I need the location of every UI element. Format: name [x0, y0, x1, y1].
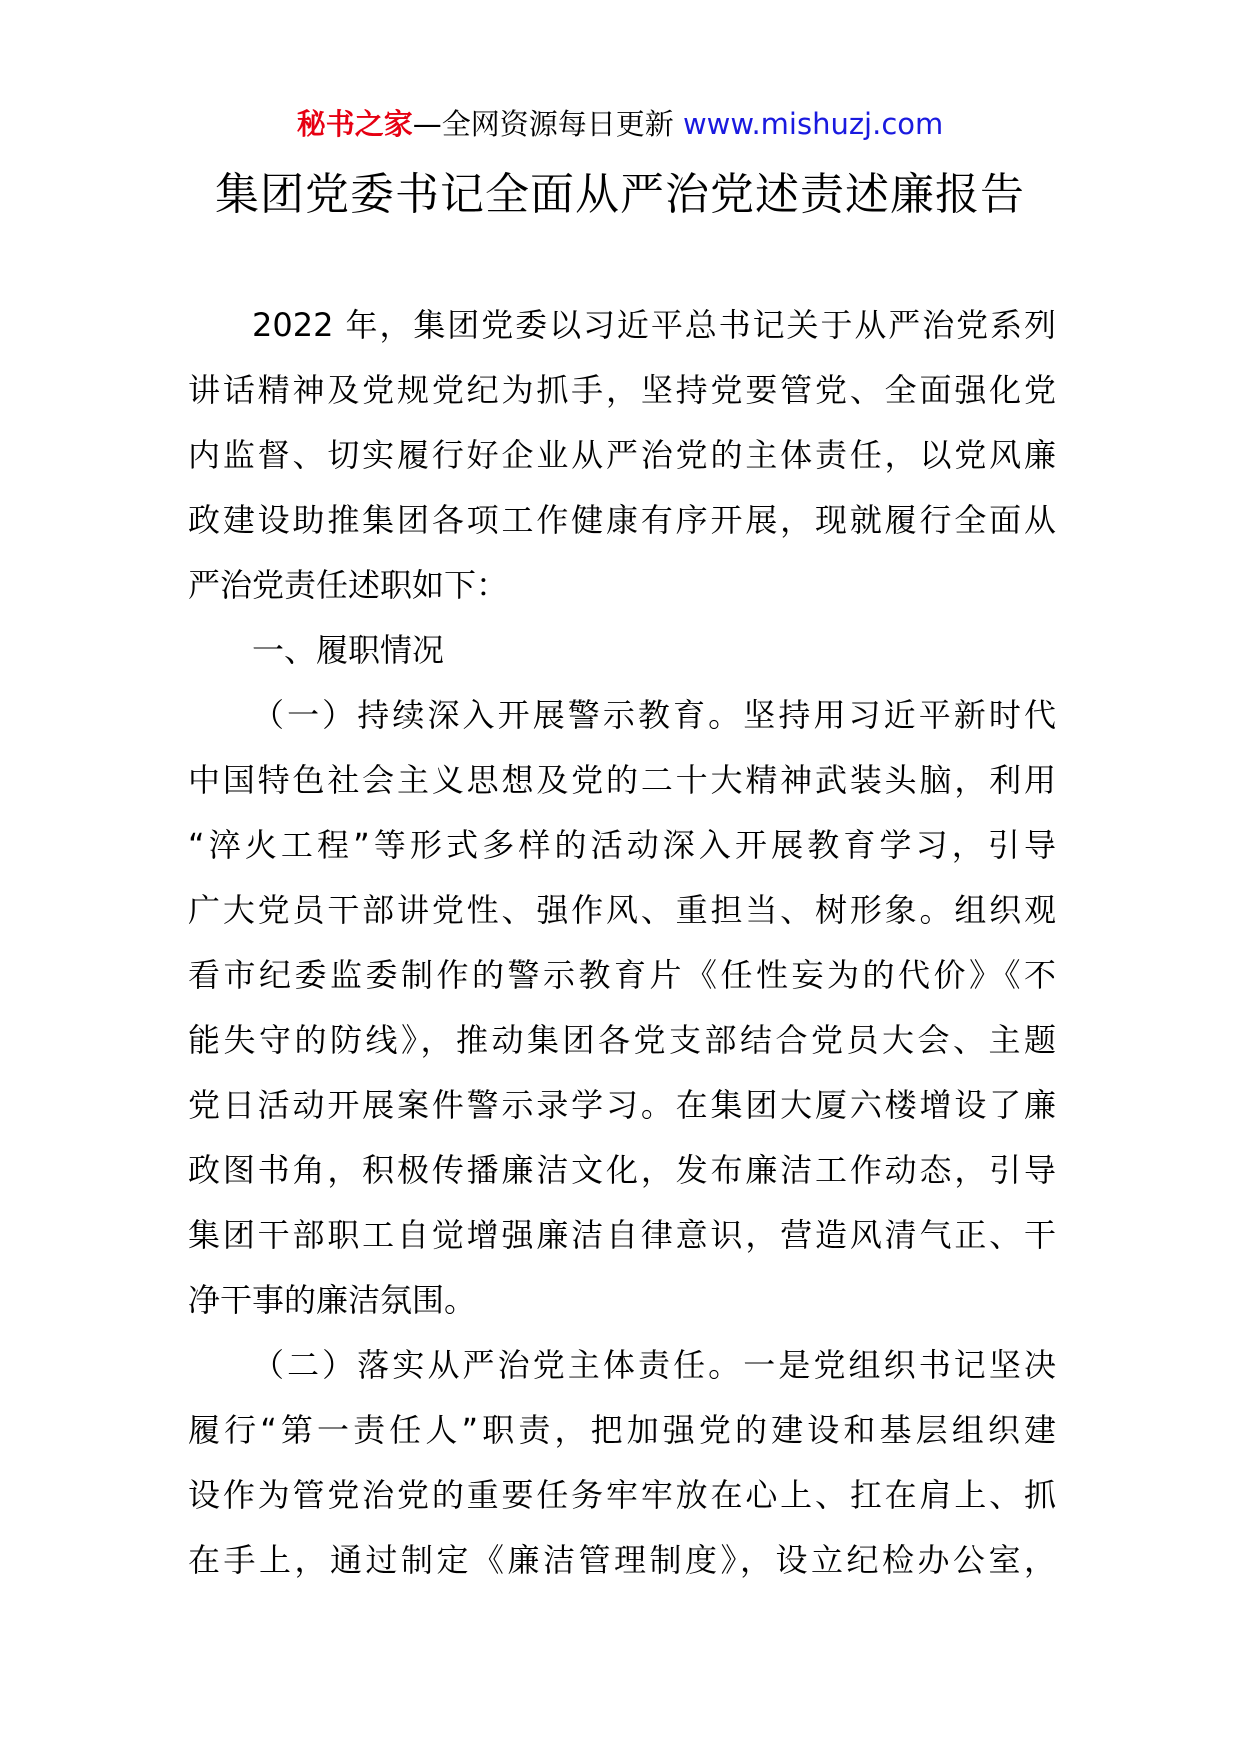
body-text-line: 履行“第一责任人”职责，把加强党的建设和基层组织建 [188, 1411, 1056, 1449]
body-text-line: 净干事的廉洁氛围。 [188, 1281, 477, 1319]
body-text-line: 在手上，通过制定《廉洁管理制度》，设立纪检办公室， [188, 1541, 1056, 1579]
document-title: 集团党委书记全面从严治党述责述廉报告 [215, 169, 1025, 220]
body-text-line: “淬火工程”等形式多样的活动深入开展教育学习，引导 [188, 826, 1056, 864]
body-text-line: 讲话精神及党规党纪为抓手，坚持党要管党、全面强化党 [188, 371, 1056, 409]
body-text-line: 能失守的防线》，推动集团各党支部结合党员大会、主题 [188, 1021, 1056, 1059]
body-text-line: 党日活动开展案件警示录学习。在集团大厦六楼增设了廉 [188, 1086, 1056, 1124]
body-text-line: （一）持续深入开展警示教育。坚持用习近平新时代 [252, 696, 1056, 734]
body-text-line: 看市纪委监委制作的警示教育片《任性妄为的代价》《不 [188, 956, 1056, 994]
body-text-line: 政图书角，积极传播廉洁文化，发布廉洁工作动态，引导 [188, 1151, 1056, 1189]
site-tagline: —全网资源每日更新 [412, 107, 674, 141]
body-text-line: 严治党责任述职如下： [188, 566, 509, 604]
body-text-line: 内监督、切实履行好企业从严治党的主体责任，以党风廉 [188, 436, 1056, 474]
body-text-line: 政建设助推集团各项工作健康有序开展，现就履行全面从 [188, 501, 1056, 539]
body-text-line: 集团干部职工自觉增强廉洁自律意识，营造风清气正、干 [188, 1216, 1056, 1254]
site-brand: 秘书之家 [296, 107, 413, 141]
body-text-line: 广大党员干部讲党性、强作风、重担当、树形象。组织观 [188, 891, 1056, 929]
body-text-line: 一、履职情况 [252, 631, 445, 669]
site-header [0, 104, 1240, 144]
body-text-line: （二）落实从严治党主体责任。一是党组织书记坚决 [252, 1346, 1056, 1384]
body-text-line: 中国特色社会主义思想及党的二十大精神武装头脑，利用 [188, 761, 1056, 799]
body-text-line: 2022 年，集团党委以习近平总书记关于从严治党系列 [252, 306, 1056, 344]
body-text-line: 设作为管党治党的重要任务牢牢放在心上、扛在肩上、抓 [188, 1476, 1056, 1514]
site-url-link[interactable]: www.mishuzj.com [682, 107, 944, 141]
document-body [188, 293, 1056, 1593]
